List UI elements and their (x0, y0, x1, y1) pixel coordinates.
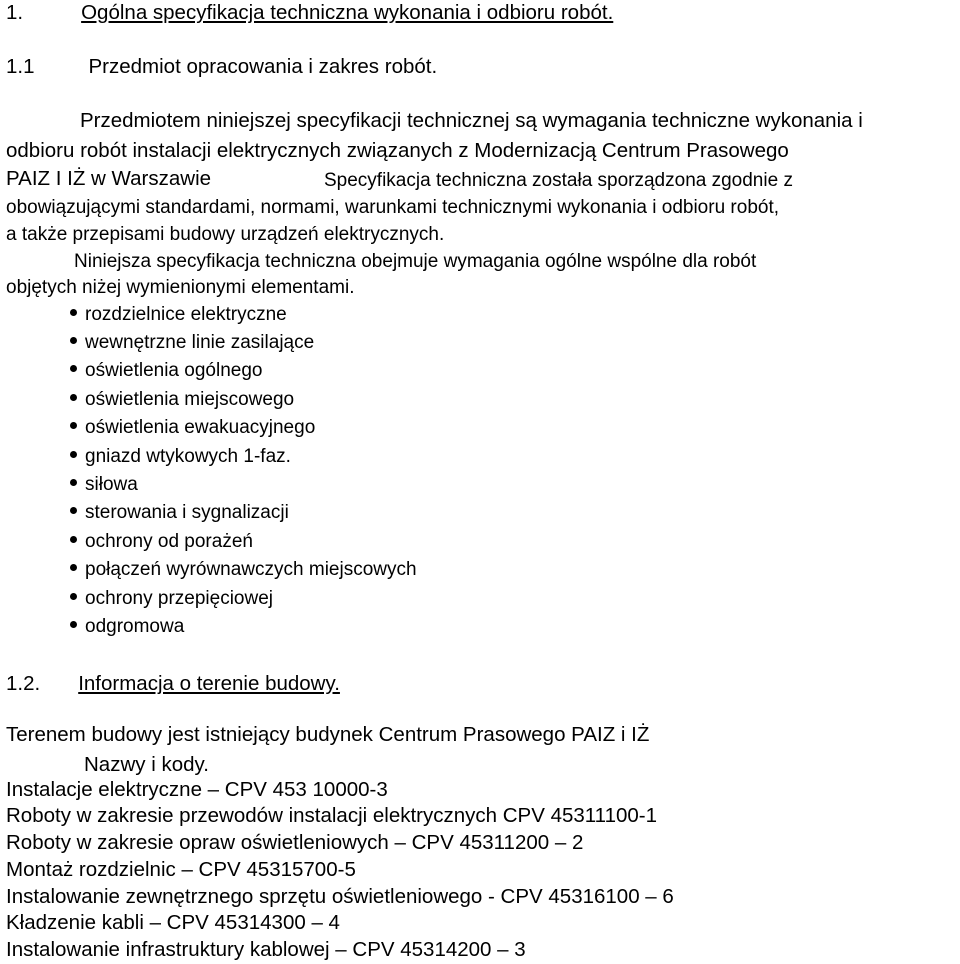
list-item: sterowania i sygnalizacji (70, 502, 289, 524)
list-item: rozdzielnice elektryczne (70, 304, 287, 326)
heading-number: 1.1 (6, 55, 35, 78)
list-item: Roboty w zakresie opraw oświetleniowych – CPV 45311200 – 2 (6, 831, 584, 854)
list-item: oświetlenia ewakuacyjnego (70, 417, 315, 439)
list-item: gniazd wtykowych 1-faz. (70, 446, 291, 468)
list-item: Roboty w zakresie przewodów instalacji elektrycznych CPV 45311100-1 (6, 804, 657, 827)
section-heading-1-1 (6, 56, 437, 78)
list-item: Instalacje elektryczne – CPV 453 10000-3 (6, 778, 388, 801)
list-item: odgromowa (70, 616, 184, 638)
list-item: ochrony od porażeń (70, 531, 253, 553)
site-line-1: Terenem budowy jest istniejący budynek Centrum Prasowego PAIZ i IŻ (6, 723, 650, 746)
bullet-icon (70, 507, 77, 514)
bullet-icon (70, 621, 77, 628)
scope-line-2: objętych niżej wymienionymi elementami. (6, 277, 355, 298)
list-item: Kładzenie kabli – CPV 45314300 – 4 (6, 911, 340, 934)
scope-line-1: Niniejsza specyfikacja techniczna obejmuje wymagania ogólne wspólne dla robót (74, 251, 757, 272)
intro-line-4: obowiązującymi standardami, normami, warunkami technicznymi wykonania i odbioru robót, (6, 197, 780, 218)
list-item: oświetlenia ogólnego (70, 360, 262, 382)
bullet-icon (70, 593, 77, 600)
bullet-icon (70, 536, 77, 543)
bullet-icon (70, 394, 77, 401)
bullet-icon (70, 479, 77, 486)
heading-title: Przedmiot opracowania i zakres robót. (88, 55, 438, 78)
intro-line-3b: Specyfikacja techniczna została sporządzona zgodnie z (324, 170, 793, 191)
section-heading-1 (6, 2, 613, 24)
section-heading-1-2 (6, 673, 340, 695)
bullet-icon (70, 309, 77, 316)
bullet-icon (70, 564, 77, 571)
site-line-2: Nazwy i kody. (84, 753, 209, 776)
list-item: wewnętrzne linie zasilające (70, 332, 314, 354)
list-item: Instalowanie infrastruktury kablowej – CPV 45314200 – 3 (6, 938, 526, 961)
bullet-icon (70, 422, 77, 429)
list-item: oświetlenia miejscowego (70, 389, 294, 411)
heading-number: 1. (6, 1, 24, 24)
bullet-icon (70, 337, 77, 344)
intro-line-2: odbioru robót instalacji elektrycznych związanych z Modernizacją Centrum Prasowego (6, 139, 789, 162)
heading-title: Ogólna specyfikacja techniczna wykonania i odbioru robót. (81, 1, 614, 24)
list-item: Montaż rozdzielnic – CPV 45315700-5 (6, 858, 356, 881)
list-item: połączeń wyrównawczych miejscowych (70, 559, 417, 581)
heading-title: Informacja o terenie budowy. (78, 672, 340, 695)
list-item: siłowa (70, 474, 138, 496)
heading-number: 1.2. (6, 672, 41, 695)
bullet-icon (70, 451, 77, 458)
intro-line-3a: PAIZ I IŻ w Warszawie (6, 167, 212, 190)
list-item: ochrony przepięciowej (70, 588, 273, 610)
list-item: Instalowanie zewnętrznego sprzętu oświetleniowego - CPV 45316100 – 6 (6, 885, 674, 908)
intro-line-1: Przedmiotem niniejszej specyfikacji technicznej są wymagania techniczne wykonania i (80, 109, 863, 132)
intro-line-5: a także przepisami budowy urządzeń elektrycznych. (6, 224, 445, 245)
bullet-icon (70, 365, 77, 372)
